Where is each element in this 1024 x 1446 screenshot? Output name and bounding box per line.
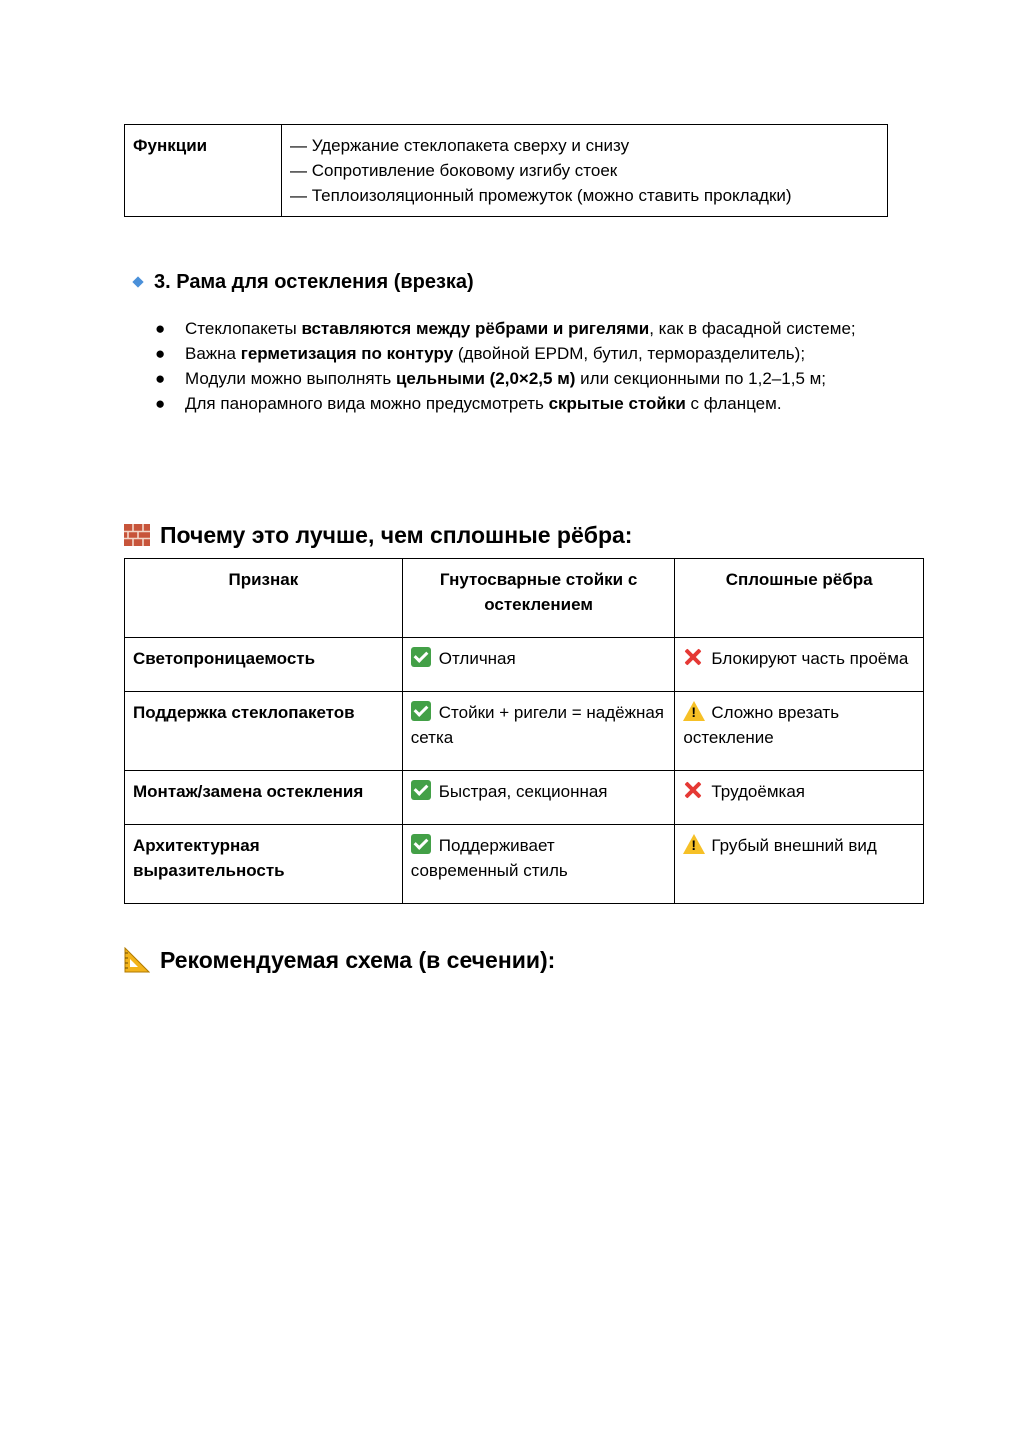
warning-icon bbox=[683, 701, 705, 721]
table-row bbox=[125, 638, 924, 692]
column-header: Сплошные рёбра bbox=[675, 559, 924, 638]
cell-bent-welded: Быстрая, секционная bbox=[402, 771, 675, 825]
column-header: Гнутосварные стойки с остеклением bbox=[402, 559, 675, 638]
check-icon bbox=[411, 780, 431, 800]
scheme-heading bbox=[124, 944, 555, 976]
why-heading bbox=[124, 519, 632, 551]
functions-line: — Теплоизоляционный промежуток (можно ставить прокладки) bbox=[290, 186, 792, 205]
row-key: Светопроницаемость bbox=[125, 638, 403, 692]
brick-icon bbox=[124, 522, 150, 548]
list-item: ● Важна герметизация по контуру (двойной EPDM, бутил, терморазделитель); bbox=[155, 344, 806, 363]
functions-table bbox=[124, 124, 888, 217]
section3-title: 3. Рама для остекления (врезка) bbox=[154, 271, 474, 293]
table-row bbox=[125, 692, 924, 771]
section3-heading bbox=[128, 268, 474, 296]
why-title: Почему это лучше, чем сплошные рёбра: bbox=[160, 522, 633, 548]
cell-solid-ribs: !Сложно врезать остекление bbox=[675, 692, 924, 771]
table-row bbox=[125, 771, 924, 825]
table-row bbox=[125, 125, 888, 217]
list-item: ● Для панорамного вида можно предусмотреть скрытые стойки с фланцем. bbox=[155, 394, 782, 413]
table-row bbox=[125, 825, 924, 904]
row-key: Поддержка стеклопакетов bbox=[125, 692, 403, 771]
comparison-table bbox=[124, 558, 924, 904]
functions-key: Функции bbox=[125, 125, 282, 217]
cell-solid-ribs: Блокируют часть проёма bbox=[675, 638, 924, 692]
check-icon bbox=[411, 647, 431, 667]
cell-solid-ribs: Трудоёмкая bbox=[675, 771, 924, 825]
table-header-row bbox=[125, 559, 924, 638]
cross-icon bbox=[683, 780, 703, 800]
row-key: Архитектурная выразительность bbox=[125, 825, 403, 904]
cell-bent-welded: Стойки + ригели = надёжная сетка bbox=[402, 692, 675, 771]
scheme-title: Рекомендуемая схема (в сечении): bbox=[160, 947, 556, 973]
cross-icon bbox=[683, 647, 703, 667]
check-icon bbox=[411, 834, 431, 854]
functions-line: — Сопротивление боковому изгибу стоек bbox=[290, 161, 618, 180]
cell-bent-welded: Поддерживает современный стиль bbox=[402, 825, 675, 904]
column-header: Признак bbox=[125, 559, 403, 638]
warning-icon bbox=[683, 834, 705, 854]
section3-bullet-list bbox=[155, 316, 915, 416]
cell-solid-ribs: !Грубый внешний вид bbox=[675, 825, 924, 904]
functions-values bbox=[282, 125, 888, 217]
cell-bent-welded: Отличная bbox=[402, 638, 675, 692]
triangular-ruler-icon bbox=[124, 947, 150, 973]
blue-diamond-icon bbox=[132, 276, 143, 287]
row-key: Монтаж/замена остекления bbox=[125, 771, 403, 825]
functions-line: — Удержание стеклопакета сверху и снизу bbox=[290, 136, 630, 155]
check-icon bbox=[411, 701, 431, 721]
list-item: ● Модули можно выполнять цельными (2,0×2,5 м) или секционными по 1,2–1,5 м; bbox=[155, 369, 827, 388]
list-item: ● Стеклопакеты вставляются между рёбрами и ригелями, как в фасадной системе; bbox=[155, 319, 856, 338]
